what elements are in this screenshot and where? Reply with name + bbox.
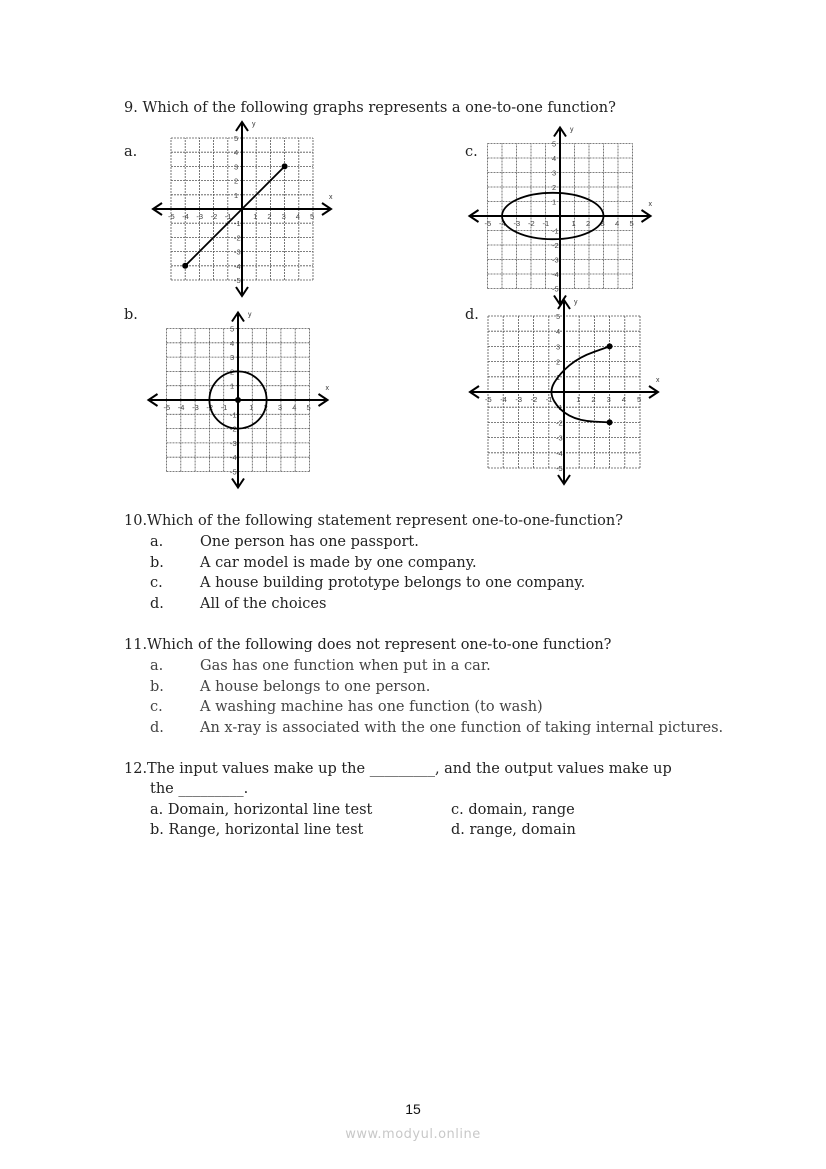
q11-option-text: An x-ray is associated with the one function of taking internal pictures. <box>200 719 724 736</box>
x-tick-label: 3 <box>600 219 605 228</box>
x-tick-label: 1 <box>571 219 576 228</box>
x-tick-label: 2 <box>267 212 272 221</box>
y-tick-label: 1 <box>552 197 557 207</box>
x-tick-label: -1 <box>220 403 228 412</box>
y-tick-label: 4 <box>230 338 235 348</box>
y-tick-label: -5 <box>552 284 559 294</box>
x-tick-label: 4 <box>621 395 626 404</box>
y-tick-label: 3 <box>556 342 561 352</box>
y-axis-label: y <box>248 311 252 319</box>
x-tick-label: 4 <box>615 219 620 228</box>
graph-c <box>467 126 652 305</box>
y-tick-label: 5 <box>552 139 557 149</box>
page-number: 15 <box>405 1101 421 1117</box>
x-tick-label: 1 <box>253 212 258 221</box>
option-label-b: b. <box>124 307 138 323</box>
option-label-d: d. <box>465 307 479 323</box>
y-tick-label: -4 <box>230 453 237 463</box>
y-tick-label: 2 <box>230 367 235 377</box>
question-9: 9. Which of the following graphs represents a one-to-one function? <box>124 100 616 116</box>
question-12-line2: the _________. <box>150 781 249 797</box>
q11-option-text: A house belongs to one person. <box>200 678 431 695</box>
y-tick-label: -1 <box>234 219 241 229</box>
y-tick-label: -2 <box>556 418 563 428</box>
y-tick-label: -2 <box>552 241 559 250</box>
x-tick-label: -1 <box>545 395 553 404</box>
x-tick-label: 3 <box>277 403 283 412</box>
y-tick-label: 1 <box>556 372 561 382</box>
q11-option-text: A washing machine has one function (to wash) <box>200 699 543 716</box>
x-tick-label: -4 <box>182 212 189 221</box>
x-tick-label: 3 <box>606 395 611 404</box>
x-axis-label: x <box>656 377 660 384</box>
x-axis-label: x <box>648 201 652 208</box>
x-tick-label: -5 <box>168 212 175 221</box>
x-tick-label: 4 <box>292 403 297 412</box>
graph-point <box>282 163 288 169</box>
x-tick-label: -1 <box>224 212 232 221</box>
question-12-line1: 12.The input values make up the _________, and the output values make up <box>124 761 672 777</box>
option-label-c: c. <box>465 144 478 160</box>
y-tick-label: -1 <box>230 410 237 420</box>
q11-option-letter: a. <box>150 658 164 674</box>
q10-option-letter: d. <box>150 595 164 612</box>
question-11: 11.Which of the following does not represent one-to-one function? <box>124 637 612 653</box>
y-tick-label: 2 <box>552 183 557 192</box>
q11-option-letter: c. <box>150 699 163 716</box>
x-tick-label: 2 <box>263 403 268 412</box>
y-axis-label: y <box>570 126 574 134</box>
x-tick-label: 3 <box>281 212 286 221</box>
y-tick-label: -3 <box>230 438 237 448</box>
watermark: www.modyul.online <box>345 1127 481 1142</box>
q12-option-a: a. Domain, horizontal line test <box>150 802 373 818</box>
q11-option-letter: b. <box>150 678 164 695</box>
y-tick-label: -5 <box>556 464 563 473</box>
x-tick-label: -4 <box>499 219 506 228</box>
y-tick-label: -1 <box>552 226 559 236</box>
y-tick-label: -4 <box>234 261 241 271</box>
x-tick-label: -4 <box>500 395 507 404</box>
q12-option-b: b. Range, horizontal line test <box>150 822 364 838</box>
x-tick-label: -2 <box>206 403 214 412</box>
y-tick-label: 4 <box>234 148 239 158</box>
y-tick-label: 3 <box>552 168 557 178</box>
x-tick-label: -2 <box>530 395 538 404</box>
y-axis-label: y <box>574 299 578 306</box>
graph-b <box>147 313 332 485</box>
x-tick-label: -1 <box>542 219 550 228</box>
x-tick-label: -4 <box>177 403 185 412</box>
q12-option-d: d. range, domain <box>451 822 576 838</box>
q10-option-text: A car model is made by one company. <box>200 554 477 571</box>
q10-option-text: A house building prototype belongs to one company. <box>200 575 586 592</box>
y-tick-label: 2 <box>234 176 239 186</box>
y-tick-label: -5 <box>234 276 241 285</box>
y-tick-label: -4 <box>556 448 563 458</box>
y-tick-label: 4 <box>556 327 561 337</box>
y-tick-label: 2 <box>556 357 561 367</box>
y-tick-label: -5 <box>230 467 237 477</box>
option-label-a: a. <box>124 144 138 160</box>
x-axis-label: x <box>329 194 333 201</box>
y-tick-label: 1 <box>234 190 239 200</box>
y-tick-label: -1 <box>556 403 563 413</box>
x-tick-label: 1 <box>576 395 581 404</box>
x-tick-label: -5 <box>484 219 492 228</box>
graph-point <box>182 263 188 269</box>
x-tick-label: -3 <box>513 219 521 228</box>
x-tick-label: -5 <box>485 395 492 404</box>
graph-a <box>150 121 335 295</box>
q11-option-letter: d. <box>150 719 164 736</box>
x-tick-label: -3 <box>515 395 523 404</box>
y-axis-label: y <box>252 121 256 128</box>
q10-option-text: One person has one passport. <box>200 534 419 550</box>
graph-point <box>607 419 613 425</box>
y-tick-label: -2 <box>234 233 241 243</box>
q10-option-letter: b. <box>150 554 164 571</box>
y-tick-label: -3 <box>552 255 559 265</box>
q10-option-letter: c. <box>150 575 163 592</box>
y-tick-label: 3 <box>230 353 235 363</box>
x-tick-label: 5 <box>629 219 634 228</box>
question-10: 10.Which of the following statement represent one-to-one-function? <box>124 513 624 529</box>
x-tick-label: 2 <box>591 395 596 404</box>
graph-point <box>235 397 241 403</box>
x-tick-label: -5 <box>163 403 171 412</box>
x-tick-label: 2 <box>586 219 591 228</box>
y-tick-label: 3 <box>234 162 239 172</box>
x-tick-label: -2 <box>210 212 218 221</box>
y-tick-label: 4 <box>552 154 557 163</box>
y-tick-label: -3 <box>556 433 563 443</box>
q12-option-c: c. domain, range <box>451 802 575 818</box>
x-tick-label: 1 <box>249 403 254 412</box>
graph-d <box>467 296 662 496</box>
y-tick-label: -4 <box>552 270 559 279</box>
graph-point <box>607 343 613 349</box>
q11-option-text: Gas has one function when put in a car. <box>200 658 491 674</box>
y-tick-label: -3 <box>234 247 241 257</box>
y-tick-label: 5 <box>556 312 561 321</box>
y-tick-label: 5 <box>230 324 235 334</box>
y-tick-label: 1 <box>230 381 235 391</box>
x-tick-label: -3 <box>192 403 199 412</box>
q10-option-text: All of the choices <box>200 595 327 612</box>
x-tick-label: 5 <box>637 395 642 404</box>
x-tick-label: 5 <box>306 403 311 412</box>
x-tick-label: 4 <box>295 212 300 221</box>
x-tick-label: 5 <box>310 212 315 221</box>
x-tick-label: -3 <box>196 212 204 221</box>
x-axis-label: x <box>325 385 329 392</box>
q10-option-letter: a. <box>150 534 164 550</box>
y-tick-label: 5 <box>234 134 239 143</box>
y-tick-label: -2 <box>230 424 237 434</box>
x-tick-label: -2 <box>528 219 535 228</box>
